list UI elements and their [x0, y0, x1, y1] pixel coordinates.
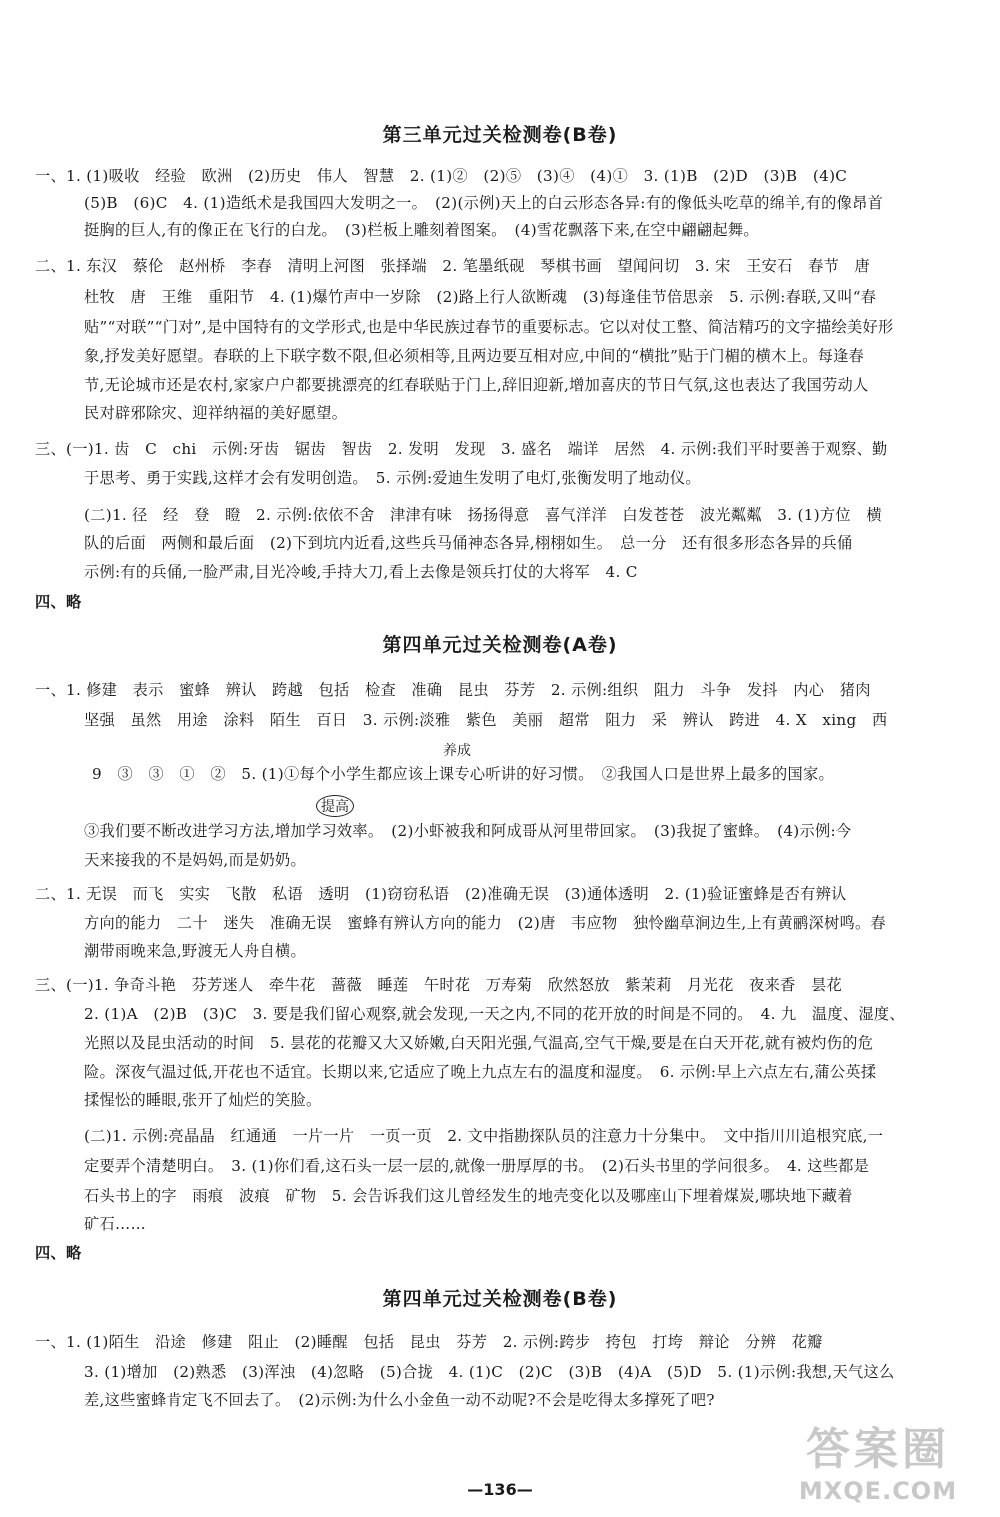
- section-title: 第三单元过关检测卷(B卷): [382, 124, 618, 146]
- text-line: 二、1. 无误 而飞 实实 飞散 私语 透明 (1)窃窃私语 (2)准确无误 (3)通体透明 2. (1)验证蜜蜂是否有辨认: [35, 885, 847, 903]
- text-line: 揉惺忪的睡眼,张开了灿烂的笑脸。: [84, 1091, 322, 1109]
- text-line: 四、略: [35, 593, 82, 611]
- watermark-logo: [778, 1413, 978, 1505]
- section-title: 第四单元过关检测卷(A卷): [382, 634, 618, 656]
- page-number: —136—: [467, 1480, 533, 1499]
- text-line: (5)B (6)C 4. (1)造纸术是我国四大发明之一。 (2)(示例)天上的白云形态各异:有的像低头吃草的绵羊,有的像昂首: [84, 194, 884, 212]
- text-line: (二)1. 示例:亮晶晶 红通通 一片一片 一页一页 2. 文中指勘探队员的注意力十分集中。 文中指川川追根究底,一: [84, 1127, 884, 1145]
- text-line: 天来接我的不是妈妈,而是奶奶。: [84, 851, 306, 869]
- text-line: 2. (1)A (2)B (3)C 3. 要是我们留心观察,就会发现,一天之内,不同的花开放的时间是不同的。 4. 九 温度、湿度、: [84, 1005, 905, 1023]
- text-line: 民对辟邪除灾、迎祥纳福的美好愿望。: [84, 404, 348, 422]
- text-line: 3. (1)增加 (2)熟悉 (3)浑浊 (4)忽略 (5)合拢 4. (1)C (2)C (3)B (4)A (5)D 5. (1)示例:我想,天气这么: [84, 1363, 895, 1381]
- text-line: 险。深夜气温过低,开花也不适宜。长期以来,它适应了晚上九点左右的温度和湿度。 6. 示例:早上六点左右,蒲公英揉: [84, 1063, 877, 1081]
- text-line: ③我们要不断改进学习方法,增加学习效率。 (2)小虾被我和阿成哥从河里带回家。 (3)我捉了蜜蜂。 (4)示例:今: [84, 822, 852, 840]
- text-line: 一、1. 修建 表示 蜜蜂 辨认 跨越 包括 检查 准确 昆虫 芬芳 2. 示例:组织 阻力 斗争 发抖 内心 猪肉: [35, 681, 871, 699]
- text-line: 节,无论城市还是农村,家家户户都要挑漂亮的红春联贴于门上,辞旧迎新,增加喜庆的节日气氛,这也表达了我国劳动人: [84, 376, 869, 394]
- insert-annotation: 养成: [443, 743, 471, 759]
- text-line: (二)1. 径 经 登 瞪 2. 示例:依依不舍 津津有味 扬扬得意 喜气洋洋 白发苍苍 波光粼粼 3. (1)方位 横: [84, 506, 882, 524]
- text-line: 光照以及昆虫活动的时间 5. 昙花的花瓣又大又娇嫩,白天阳光强,气温高,空气干燥,要是在白天开花,就有被灼伤的危: [84, 1034, 874, 1052]
- text-line: 潮带雨晚来急,野渡无人舟自横。: [84, 942, 306, 960]
- section-title: 第四单元过关检测卷(B卷): [382, 1288, 618, 1310]
- text-line: 定要弄个清楚明白。 3. (1)你们看,这石头一层一层的,就像一册厚厚的书。 (2)石头书里的学问很多。 4. 这些都是: [84, 1157, 870, 1175]
- text-line: 于思考、勇于实践,这样才会有发明创造。 5. 示例:爱迪生发明了电灯,张衡发明了地动仪。: [84, 469, 701, 487]
- text-line: 差,这些蜜蜂肯定飞不回去了。 (2)示例:为什么小金鱼一动不动呢?不会是吃得太多撑死了吧?: [84, 1391, 715, 1409]
- text-line: 象,抒发美好愿望。春联的上下联字数不限,但必须相等,且两边要互相对应,中间的“横批”贴于门楣的横木上。每逢春: [84, 347, 865, 365]
- text-line: 挺胸的巨人,有的像正在飞行的白龙。 (3)栏板上雕刻着图案。 (4)雪花飘落下来,在空中翩翩起舞。: [84, 221, 759, 239]
- text-line: 杜牧 唐 王维 重阳节 4. (1)爆竹声中一岁除 (2)路上行人欲断魂 (3)每逢佳节倍思亲 5. 示例:春联,又叫“春: [84, 288, 877, 306]
- watermark-url: MXQE.COM: [798, 1477, 958, 1505]
- text-line: 三、(一)1. 齿 C chi 示例:牙齿 锯齿 智齿 2. 发明 发现 3. 盛名 端详 居然 4. 示例:我们平时要善于观察、勤: [35, 440, 888, 458]
- text-line: 坚强 虽然 用途 涂料 陌生 百日 3. 示例:淡雅 紫色 美丽 超常 阻力 采 辨认 跨进 4. X xing 西: [84, 711, 888, 729]
- text-line: 二、1. 东汉 蔡伦 赵州桥 李春 清明上河图 张择端 2. 笔墨纸砚 琴棋书画 望闻问切 3. 宋 王安石 春节 唐: [35, 257, 871, 275]
- text-line: 一、1. (1)陌生 沿途 修建 阻止 (2)睡醒 包括 昆虫 芬芳 2. 示例:跨步 挎包 打垮 辩论 分辨 花瓣: [35, 1333, 823, 1351]
- text-line: 石头书上的字 雨痕 波痕 矿物 5. 会告诉我们这儿曾经发生的地壳变化以及哪座山下埋着煤炭,哪块地下藏着: [84, 1187, 853, 1205]
- text-line: 三、(一)1. 争奇斗艳 芬芳迷人 牵牛花 蔷薇 睡莲 午时花 万寿菊 欣然怒放 紫茉莉 月光花 夜来香 昙花: [35, 976, 843, 994]
- text-line: 贴”“对联”“门对”,是中国特有的文学形式,也是中华民族过春节的重要标志。它以对仗工整、简洁精巧的文字描绘美好形: [84, 318, 894, 336]
- text-line: 矿石……: [84, 1215, 146, 1233]
- text-line: 队的后面 两侧和最后面 (2)下到坑内近看,这些兵马俑神态各异,栩栩如生。 总一分 还有很多形态各异的兵俑: [84, 534, 853, 552]
- watermark-text: 答案圈: [806, 1424, 950, 1475]
- text-line: 方向的能力 二十 迷失 准确无误 蜜蜂有辨认方向的能力 (2)唐 韦应物 独怜幽草涧边生,上有黄鹂深树鸣。春: [84, 914, 886, 932]
- insert-annotation: 提高: [316, 795, 354, 817]
- text-line: 一、1. (1)吸收 经验 欧洲 (2)历史 伟人 智慧 2. (1)② (2)⑤ (3)④ (4)① 3. (1)B (2)D (3)B (4)C: [35, 167, 848, 185]
- text-line: 示例:有的兵俑,一脸严肃,目光冷峻,手持大刀,看上去像是领兵打仗的大将军 4. C: [84, 563, 638, 581]
- text-line: 9 ③ ③ ① ② 5. (1)①每个小学生都应该上课专心听讲的好习惯。 ②我国人口是世界上最多的国家。: [92, 765, 834, 783]
- text-line: 四、略: [35, 1244, 82, 1262]
